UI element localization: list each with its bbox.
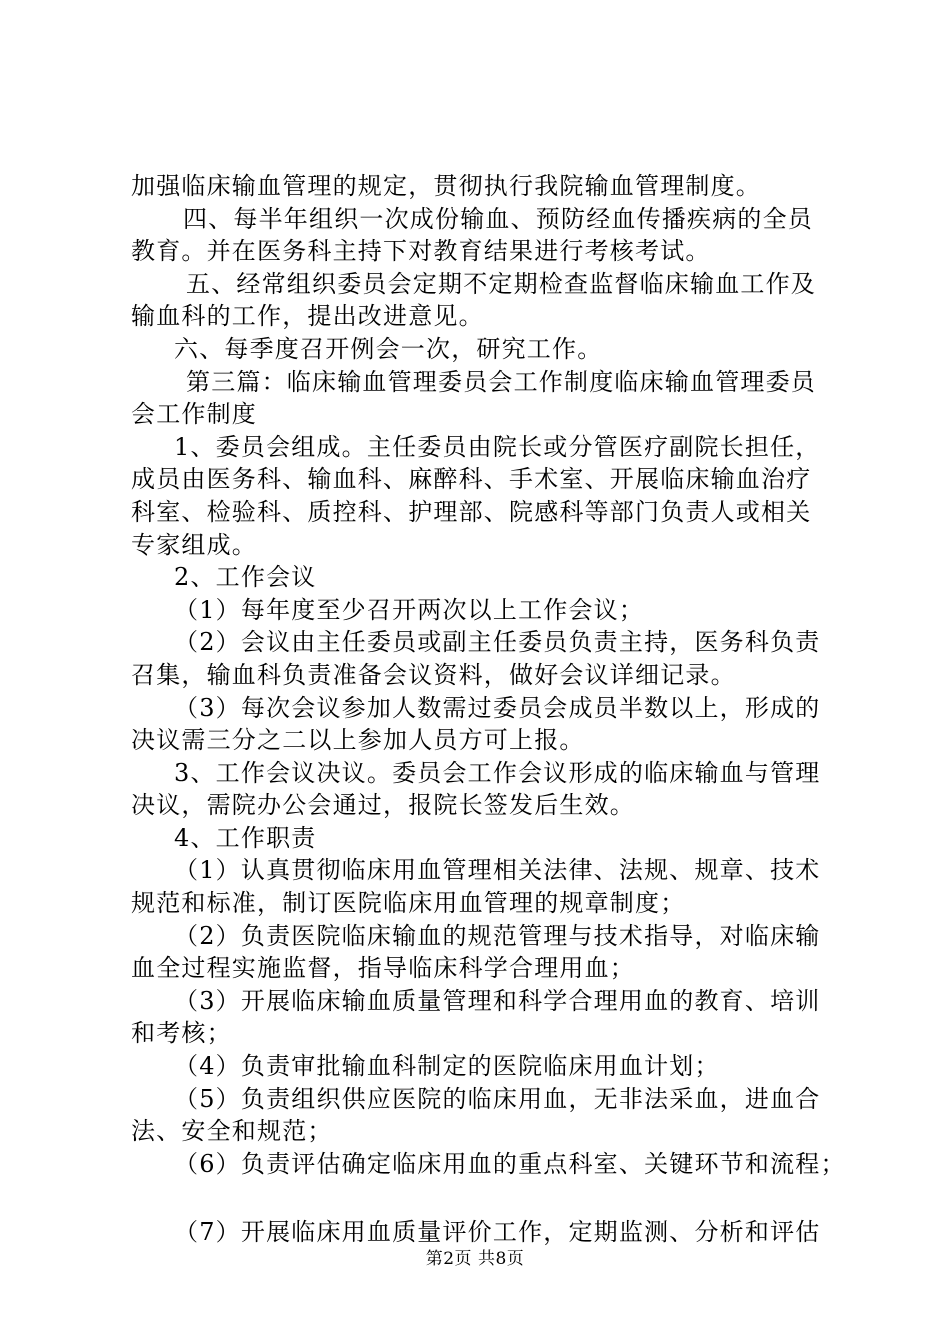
text-line: 五、经常组织委员会定期不定期检查监督临床输血工作及 [186, 269, 816, 298]
section-heading: 第三篇：临床输血管理委员会工作制度临床输血管理委员 [186, 367, 816, 396]
text-line: 3、工作会议决议。委员会工作会议形成的临床输血与管理 [174, 758, 821, 787]
text-line: （1）每年度至少召开两次以上工作会议； [174, 595, 645, 624]
text-line: 成员由医务科、输血科、麻醉科、手术室、开展临床输血治疗 [131, 465, 812, 494]
text-line: 法、安全和规范； [131, 1117, 333, 1146]
text-line: 专家组成。 [131, 530, 257, 559]
text-line: （1）认真贯彻临床用血管理相关法律、法规、规章、技术 [174, 856, 821, 885]
text-line: 输血科的工作，提出改进意见。 [131, 302, 484, 331]
text-line: 2、工作会议 [174, 563, 317, 592]
text-line: 1、委员会组成。主任委员由院长或分管医疗副院长担任， [174, 432, 821, 461]
text-line: 六、每季度召开例会一次，研究工作。 [174, 334, 603, 363]
text-line: 召集，输血科负责准备会议资料，做好会议详细记录。 [131, 660, 736, 689]
text-line: （6）负责评估确定临床用血的重点科室、关键环节和流程； [174, 1149, 846, 1178]
text-line: （2）负责医院临床输血的规范管理与技术指导，对临床输 [174, 921, 821, 950]
text-line: 教育。并在医务科主持下对教育结果进行考核考试。 [131, 237, 711, 266]
document-body [131, 170, 846, 1249]
text-line: （5）负责组织供应医院的临床用血，无非法采血，进血合 [174, 1084, 821, 1113]
section-heading: 会工作制度 [131, 400, 257, 429]
text-line: 四、每半年组织一次成份输血、预防经血传播疾病的全员 [183, 204, 813, 233]
text-line: 加强临床输血管理的规定，贯彻执行我院输血管理制度。 [131, 172, 761, 200]
text-line: （3）开展临床输血质量管理和科学合理用血的教育、培训 [174, 986, 821, 1015]
text-line: （4）负责审批输血科制定的医院临床用血计划； [174, 1052, 720, 1081]
text-line: （2）会议由主任委员或副主任委员负责主持，医务科负责 [174, 628, 821, 657]
text-line: （3）每次会议参加人数需过委员会成员半数以上，形成的 [174, 693, 821, 722]
text-line: 4、工作职责 [174, 823, 317, 852]
text-line: 规范和标准，制订医院临床用血管理的规章制度； [131, 889, 686, 918]
text-line: 和考核； [131, 1019, 232, 1048]
text-line: 科室、检验科、质控科、护理部、院感科等部门负责人或相关 [131, 497, 812, 526]
text-line: （7）开展临床用血质量评价工作，定期监测、分析和评估 [174, 1218, 821, 1247]
text-line: 血全过程实施监督，指导临床科学合理用血； [131, 954, 635, 983]
text-line: 决议需三分之二以上参加人员方可上报。 [131, 726, 585, 755]
page-number-footer: 第2页 共8页 [425, 1249, 525, 1269]
text-line: 决议，需院办公会通过，报院长签发后生效。 [131, 791, 635, 820]
